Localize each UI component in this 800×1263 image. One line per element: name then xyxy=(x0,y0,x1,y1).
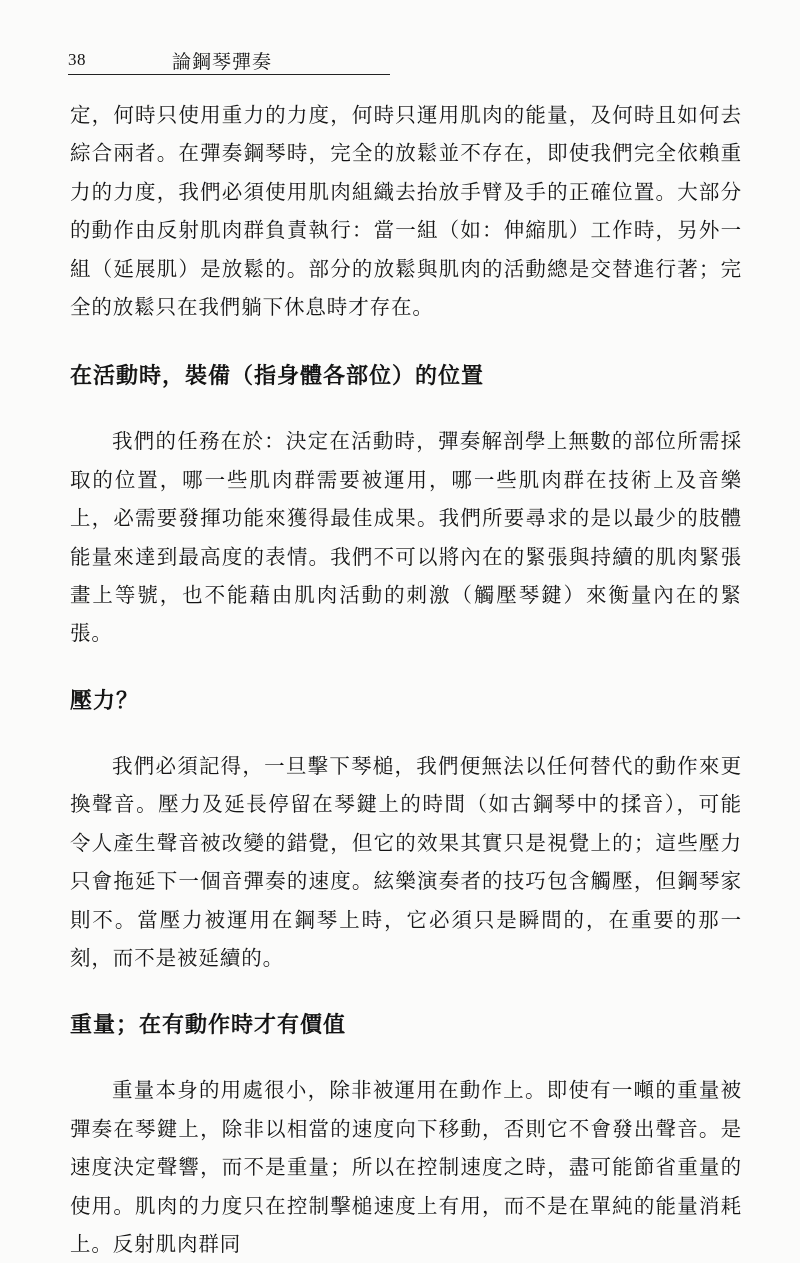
running-title: 論鋼琴彈奏 xyxy=(172,51,273,73)
section-heading-weight: 重量；在有動作時才有價值 xyxy=(70,1013,347,1039)
page-body xyxy=(70,96,742,1263)
page-header xyxy=(68,44,390,75)
section-heading-position: 在活動時，裝備（指身體各部位）的位置 xyxy=(70,364,485,390)
paragraph-position: 我們的任務在於：決定在活動時，彈奏解剖學上無數的部位所需採取的位置，哪一些肌肉群需要被運用，哪一些肌肉群在技術上及音樂上，必需要發揮功能來獲得最佳成果。我們所要尋求的是以最少的肢體能量來達到最高度的表情。我們不可以將內在的緊張與持續的肌肉緊張畫上等號，也不能藉由肌肉活動的刺激（觸壓琴鍵）來衡量內在的緊張。 xyxy=(70,429,742,646)
paragraph-continuation: 定，何時只使用重力的力度，何時只運用肌肉的能量，及何時且如何去綜合兩者。在彈奏鋼琴時，完全的放鬆並不存在，即使我們完全依賴重力的力度，我們必須使用肌肉組織去抬放手臂及手的正確位置。大部分的動作由反射肌肉群負責執行：當一組（如：伸縮肌）工作時，另外一組（延展肌）是放鬆的。部分的放鬆與肌肉的活動總是交替進行著；完全的放鬆只在我們躺下休息時才存在。 xyxy=(70,103,742,320)
paragraph-weight: 重量本身的用處很小，除非被運用在動作上。即使有一噸的重量被彈奏在琴鍵上，除非以相當的速度向下移動，否則它不會發出聲音。是速度決定聲響，而不是重量；所以在控制速度之時，盡可能節省重量的使用。肌肉的力度只在控制擊槌速度上有用，而不是在單純的能量消耗上。反射肌肉群同 xyxy=(70,1078,742,1256)
paragraph-pressure: 我們必須記得，一旦擊下琴槌，我們便無法以任何替代的動作來更換聲音。壓力及延長停留在琴鍵上的時間（如古鋼琴中的揉音），可能令人產生聲音被改變的錯覺，但它的效果其實只是視覺上的；這些壓力只會拖延下一個音彈奏的速度。絃樂演奏者的技巧包含觸壓，但鋼琴家則不。當壓力被運用在鋼琴上時，它必須只是瞬間的，在重要的那一刻，而不是被延續的。 xyxy=(70,753,742,970)
section-heading-pressure: 壓力？ xyxy=(70,688,140,714)
page-number: 38 xyxy=(68,50,86,69)
